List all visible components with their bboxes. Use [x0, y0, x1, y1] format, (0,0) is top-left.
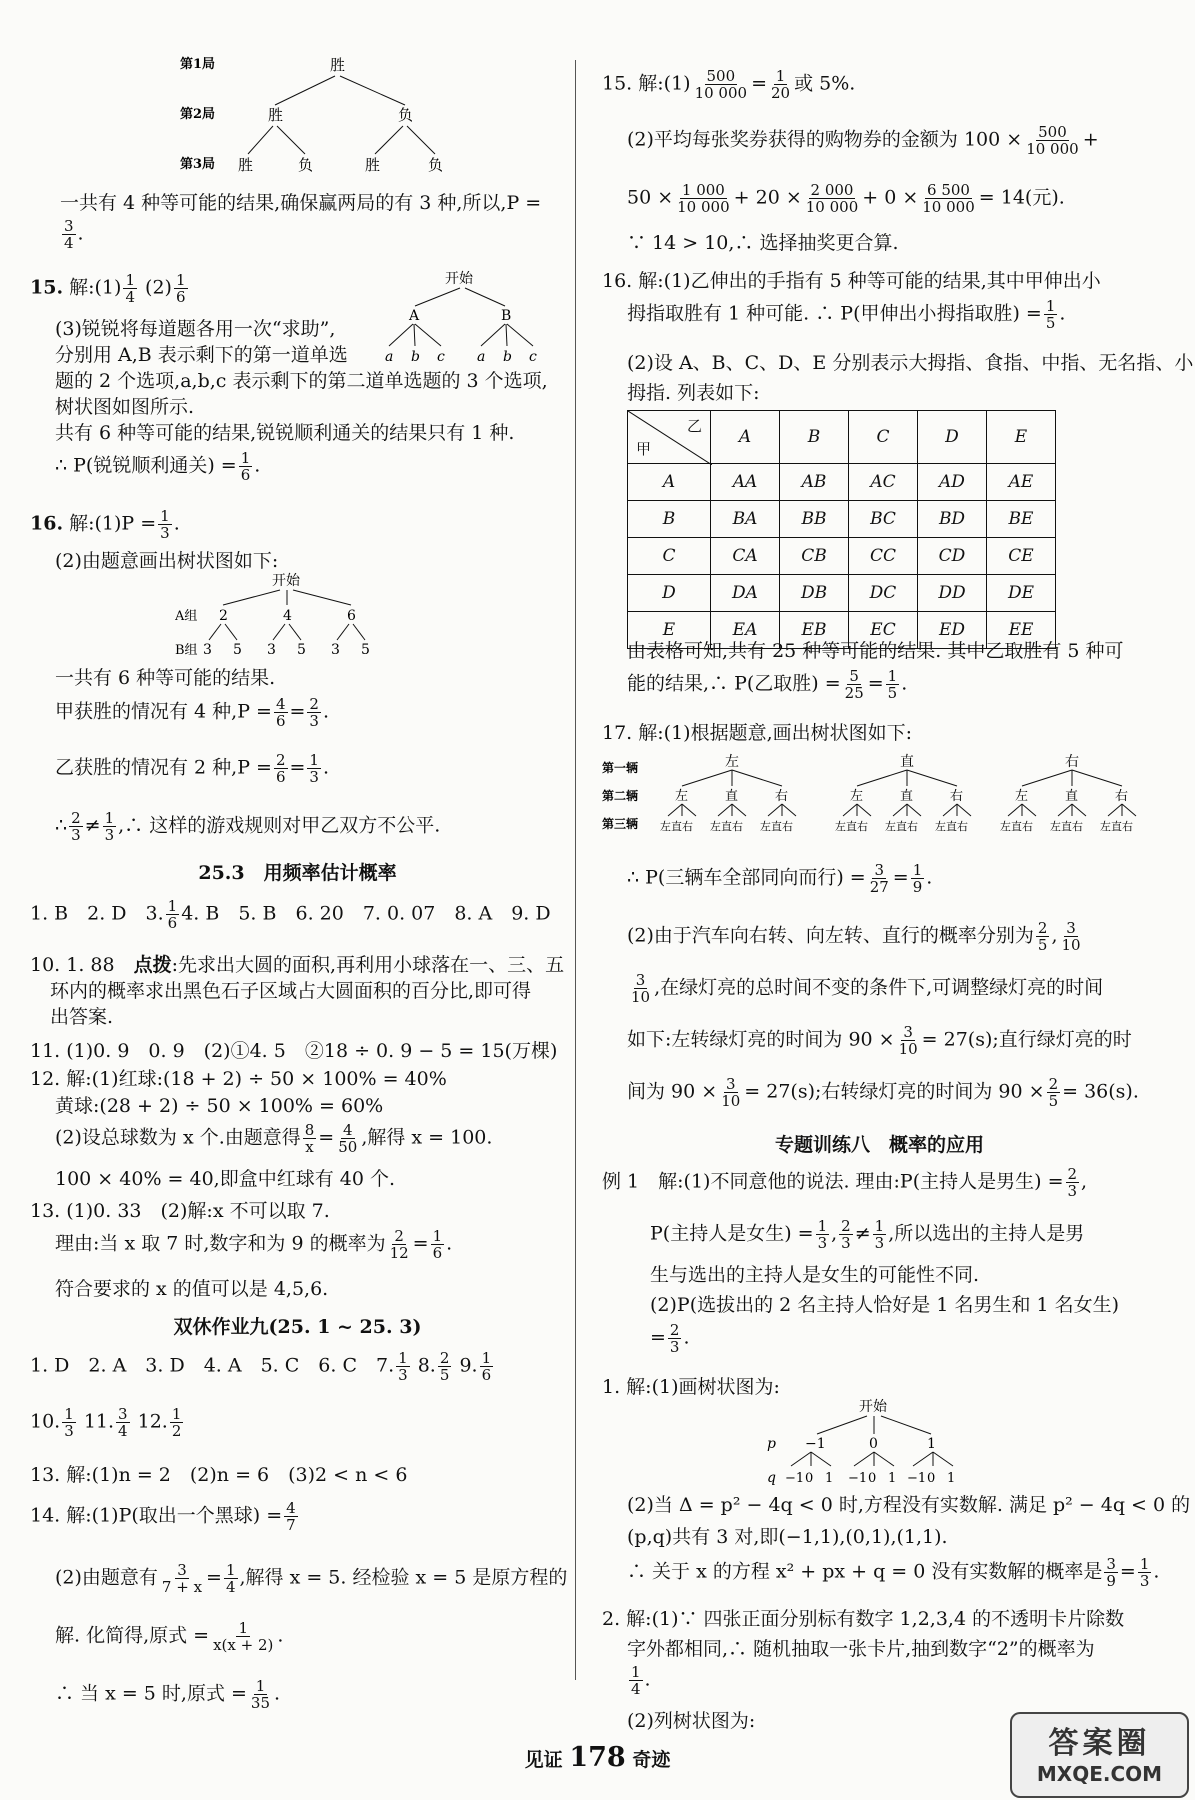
r16-line2: 拇指取胜有 1 种可能. ∴ P(甲伸出小拇指取胜) = $\frac{1}{5}$ .	[627, 297, 1066, 332]
tree16-groupA: A组	[175, 609, 198, 624]
tree17-second-2-1: 直	[1065, 789, 1079, 804]
tree15-A: A	[409, 308, 420, 324]
q14-weekend-line1: 14. 解:(1)P(取出一个黑球) = $\frac{4}{7}$	[30, 1499, 296, 1534]
tree16-l1-2: 6	[347, 608, 356, 624]
r16-line5: 由表格可知,共有 25 种等可能的结果. 其中乙取胜有 5 种可	[627, 640, 1124, 662]
r17-line1: 17. 解:(1)根据题意,画出树状图如下:	[602, 722, 913, 744]
tree14-l3-3: 负	[428, 156, 444, 174]
example1-line3: 生与选出的主持人是女生的可能性不同.	[650, 1264, 980, 1286]
p2-fraction-line: $\frac{1}{4}$ .	[631, 1663, 651, 1698]
tree16-leaf-4: 3	[331, 642, 340, 658]
tree17-branch	[718, 804, 732, 816]
q15-line1: 15. 解:(1) $\frac{1}{4}$ (2) $\frac{1}{6}$	[30, 271, 186, 306]
treep1-leaf-1-0: −1	[848, 1471, 868, 1486]
treep1-l1-0: −1	[805, 1436, 826, 1452]
tree15-leaf-4: b	[503, 349, 512, 365]
table-row: D DA DB DC DD DE	[628, 575, 1056, 612]
q14-fraction: $\frac{3}{4}$	[64, 217, 74, 252]
tree16-leaf-1: 5	[233, 642, 242, 658]
tree17-first-2: 右	[1065, 754, 1079, 770]
q15-line6: 树状图如图所示.	[55, 396, 195, 418]
col-header: C	[849, 411, 918, 464]
tree15-leaf-2: c	[437, 349, 445, 365]
r15-line2: (2)平均每张奖券获得的购物券的金额为 100 × $\frac{500}{10 000}$ +	[627, 123, 1099, 158]
tree17-branch	[907, 804, 921, 816]
footer-right: 奇迹	[632, 1749, 671, 1771]
section-title-25-3: 25.3 用频率估计概率	[198, 862, 397, 884]
r17-line6: 间为 90 × $\frac{3}{10}$ = 27(s);右转绿灯亮的时间为 90 × $\frac{2}{5}$ = 36(s).	[627, 1075, 1139, 1110]
table-row: C CA CB CC CD CE	[628, 538, 1056, 575]
treep1-l1-1: 0	[869, 1436, 878, 1452]
tree17-first-0: 左	[725, 754, 739, 770]
footer-left: 见证	[524, 1749, 563, 1771]
q12-line4: 100 × 40% = 40,即盒中红球有 40 个.	[55, 1168, 396, 1190]
treep1-branch	[854, 1452, 874, 1466]
table-row: E EA EB EC ED EE	[628, 612, 1056, 649]
tree17-branch	[1108, 804, 1122, 816]
tree17-third-0-1: 左直右	[710, 820, 743, 833]
r15-line1: 15. 解:(1) $\frac{500}{10 000}$ = $\frac{1}{20}$ 或 5%.	[602, 67, 856, 102]
q15-line3: (3)锐锐将每道题各用一次“求助”,	[55, 318, 336, 340]
mc-answers-25-3: 1. B 2. D 3. $\frac{1}{6}$ 4. B 5. B 6. 20 7. 0. 07 8. A 9. D	[30, 897, 551, 932]
tree17-branch	[732, 770, 782, 786]
tree14-level1: 第1局	[180, 57, 216, 72]
section-title-weekend-9: 双休作业九(25. 1 ~ 25. 3)	[173, 1316, 422, 1338]
q14-text: 一共有 4 种等可能的结果,确保赢两局的有 3 种,所以,P =	[60, 192, 542, 214]
q15-line8: ∴ P(锐锐顺利通关) = $\frac{1}{6}$ .	[55, 449, 261, 484]
tree-diagram-16	[175, 570, 415, 660]
table-row: B BA BB BC BD BE	[628, 501, 1056, 538]
tree17-second-0-2: 右	[775, 789, 789, 804]
col-header: E	[987, 411, 1056, 464]
tree17-third-1-1: 左直右	[885, 820, 918, 833]
mc-answers-weekend-1: 1. D 2. A 3. D 4. A 5. C 6. C 7. $\frac{1}{3}$ 8. $\frac{2}{5}$ 9. $\frac{1}{6}$	[30, 1349, 492, 1384]
q16-line3: 一共有 6 种等可能的结果.	[55, 667, 276, 689]
treep1-leaf-0-2: 1	[825, 1471, 834, 1486]
page-number: 178	[569, 1742, 626, 1773]
tree17-third-1-2: 左直右	[935, 820, 968, 833]
q14-conclusion	[60, 188, 541, 215]
tree-diagram-p1	[767, 1396, 1007, 1488]
treep1-root: 开始	[859, 1399, 887, 1415]
tree17-branch	[1022, 770, 1072, 786]
tree17-second-1-0: 左	[850, 789, 864, 804]
tree14-l3-1: 负	[298, 156, 314, 174]
q14-weekend-line3: 解. 化简得,原式 = $\frac{1}{x(x + 2)}$ .	[55, 1619, 284, 1654]
q15-line4: 分别用 A,B 表示剩下的第一道单选	[55, 344, 348, 366]
treep1-q-label: q	[767, 1470, 776, 1486]
tree17-branch	[1122, 804, 1136, 816]
example1-line4: (2)P(选拔出的 2 名主持人恰好是 1 名男生和 1 名女生)	[650, 1294, 1120, 1316]
p2-line3: (2)列树状图为:	[627, 1710, 756, 1732]
treep1-branch	[791, 1452, 811, 1466]
tree16-leaf-0: 3	[203, 642, 212, 658]
tree17-branch	[843, 804, 857, 816]
treep1-leaf-1-1: 0	[868, 1471, 877, 1486]
tree17-first-1: 直	[900, 754, 914, 770]
tree17-second-0-0: 左	[675, 789, 689, 804]
tree17-second-1-1: 直	[900, 789, 914, 804]
q13-weekend: 13. 解:(1)n = 2 (2)n = 6 (3)2 < n < 6	[30, 1464, 408, 1486]
treep1-leaf-2-0: −1	[907, 1471, 927, 1486]
tree17-branch	[957, 804, 971, 816]
tree14-root: 胜	[330, 56, 346, 74]
treep1-branch	[811, 1452, 831, 1466]
tree17-branch	[732, 804, 746, 816]
q16-line4: 甲获胜的情况有 4 种,P = $\frac{4}{6}$ = $\frac{2}{3}$ .	[55, 695, 330, 730]
r17-line4: $\frac{3}{10}$ ,在绿灯亮的总时间不变的条件下,可调整绿灯亮的时间	[631, 971, 1104, 1006]
example1-line1: 例 1 解:(1)不同意他的说法. 理由:P(主持人是男生) = $\frac{2}{3}$ ,	[602, 1165, 1088, 1200]
tree17-branch	[857, 804, 871, 816]
q16-line1: 16. 解:(1)P = $\frac{1}{3}$ .	[30, 507, 180, 542]
tree17-branch	[1022, 804, 1036, 816]
q11: 11. (1)0. 9 0. 9 (2)①4. 5 ②18 ÷ 0. 9 − 5 = 15(万棵)	[30, 1040, 558, 1062]
q14-weekend-line4: ∴ 当 x = 5 时,原式 = $\frac{1}{35}$ .	[55, 1677, 281, 1712]
section-title-special-8: 专题训练八 概率的应用	[774, 1134, 984, 1156]
tree-diagram-14	[180, 50, 620, 185]
q14-fraction-line: $\frac{3}{4}$ .	[64, 217, 84, 252]
tree17-third-0-0: 左直右	[660, 820, 693, 833]
treep1-l1-2: 1	[927, 1436, 936, 1452]
tree17-third-1-0: 左直右	[835, 820, 868, 833]
tree14-level2: 第2局	[180, 107, 216, 122]
tree17-label-1: 第一辆	[602, 761, 639, 775]
p2-line2: 字外都相同,∴ 随机抽取一张卡片,抽到数字“2”的概率为	[627, 1638, 1095, 1660]
tree16-l1-0: 2	[219, 608, 228, 624]
tree17-third-2-2: 左直右	[1100, 820, 1133, 833]
tree15-leaf-1: b	[411, 349, 420, 365]
q14-weekend-line2: (2)由题意有 $\frac{3}{7 + x}$ = $\frac{1}{4}$ ,解得 x = 5. 经检验 x = 5 是原方程的	[55, 1561, 568, 1596]
tree-diagram-17	[602, 746, 1147, 856]
tree17-branch	[682, 804, 696, 816]
tree17-third-0-2: 左直右	[760, 820, 793, 833]
tree15-leaf-3: a	[477, 349, 486, 365]
treep1-leaf-2-1: 0	[927, 1471, 936, 1486]
tree15-leaf-0: a	[385, 349, 394, 365]
q13-line2: 理由:当 x 取 7 时,数字和为 9 的概率为 $\frac{2}{12}$ = $\frac{1}{6}$ .	[55, 1227, 453, 1262]
tree15-leaf-5: c	[529, 349, 537, 365]
tree14-l3-2: 胜	[365, 156, 381, 174]
col-header: D	[918, 411, 987, 464]
q15-line5: 题的 2 个选项,a,b,c 表示剩下的第二道单选题的 3 个选项,	[55, 370, 548, 392]
r16-line4: 拇指. 列表如下:	[627, 382, 760, 404]
r16-line3: (2)设 A、B、C、D、E 分别表示大拇指、食指、中指、无名指、小	[627, 352, 1194, 374]
tree16-l1-1: 4	[283, 608, 292, 624]
treep1-branch	[933, 1452, 953, 1466]
tree17-branch	[1072, 804, 1086, 816]
q16-line6: ∴ $\frac{2}{3}$ ≠ $\frac{1}{3}$ ,∴ 这样的游戏规则对甲乙双方不公平.	[55, 809, 441, 844]
q13-line3: 符合要求的 x 的值可以是 4,5,6.	[55, 1278, 329, 1300]
p1-line3: (p,q)共有 3 对,即(−1,1),(0,1),(1,1).	[627, 1526, 948, 1548]
p2-line1: 2. 解:(1)∵ 四张正面分别标有数字 1,2,3,4 的不透明卡片除数	[602, 1608, 1125, 1630]
q10-line3: 出答案.	[50, 1006, 114, 1028]
r17-line3: (2)由于汽车向右转、向左转、直行的概率分别为 $\frac{2}{5}$ , $\frac{3}{10}$	[627, 919, 1081, 954]
r16-line1: 16. 解:(1)乙伸出的手指有 5 种等可能的结果,其中甲伸出小	[602, 270, 1101, 292]
q12-line1: 12. 解:(1)红球:(18 + 2) ÷ 50 × 100% = 40%	[30, 1068, 447, 1090]
r15-line3: 50 × $\frac{1 000}{10 000}$ + 20 × $\frac{2 000}{10 000}$ + 0 × $\frac{6 500}{10 000}$ = 14(元).	[627, 181, 1065, 216]
treep1-leaf-0-0: −1	[785, 1471, 805, 1486]
finger-result-table	[627, 410, 1056, 649]
q12-line2: 黄球:(28 + 2) ÷ 50 × 100% = 60%	[55, 1095, 384, 1117]
tree15-B: B	[501, 308, 512, 324]
example1-line5: = $\frac{2}{3}$ .	[650, 1321, 690, 1356]
q12-line3: (2)设总球数为 x 个.由题意得 $\frac{8}{x}$ = $\frac{4}{50}$ ,解得 x = 100.	[55, 1121, 493, 1156]
tree17-second-2-0: 左	[1015, 789, 1029, 804]
p1-line2: (2)当 Δ = p² − 4q < 0 时,方程没有实数解. 满足 p² − 4q < 0 的	[627, 1494, 1191, 1516]
mc-answers-weekend-2: 10. $\frac{1}{3}$ 11. $\frac{3}{4}$ 12. $\frac{1}{2}$	[30, 1405, 182, 1440]
p1-line4: ∴ 关于 x 的方程 x² + px + q = 0 没有实数解的概率是 $\frac{3}{9}$ = $\frac{1}{3}$ .	[627, 1555, 1160, 1590]
tree17-second-1-2: 右	[950, 789, 964, 804]
p1-line1: 1. 解:(1)画树状图为:	[602, 1376, 780, 1398]
tree15-root: 开始	[445, 271, 473, 287]
tree16-root: 开始	[272, 573, 300, 589]
treep1-leaf-2-2: 1	[947, 1471, 956, 1486]
treep1-leaf-1-2: 1	[888, 1471, 897, 1486]
tree17-branch	[907, 770, 957, 786]
tree17-branch	[668, 804, 682, 816]
tree17-branch	[782, 804, 796, 816]
tree16-leaf-3: 5	[297, 642, 306, 658]
tree16-leaf-5: 5	[361, 642, 370, 658]
tree17-third-2-1: 左直右	[1050, 820, 1083, 833]
r17-line2: ∴ P(三辆车全部同向而行) = $\frac{3}{27}$ = $\frac{1}{9}$ .	[627, 861, 933, 896]
table-row: A AA AB AC AD AE	[628, 464, 1056, 501]
q16-line2: (2)由题意画出树状图如下:	[55, 550, 279, 572]
tree17-branch	[682, 770, 732, 786]
tree17-label-2: 第二辆	[602, 789, 639, 803]
r17-line5: 如下:左转绿灯亮的时间为 90 × $\frac{3}{10}$ = 27(s);直行绿灯亮的时	[627, 1023, 1132, 1058]
r16-line6: 能的结果,∴ P(乙取胜) = $\frac{5}{25}$ = $\frac{1}{5}$ .	[627, 667, 908, 702]
example1-line2: P(主持人是女生) = $\frac{1}{3}$ , $\frac{2}{3}$ ≠ $\frac{1}{3}$ ,所以选出的主持人是男	[650, 1217, 1085, 1252]
tree14-l2-0: 胜	[268, 106, 284, 124]
tree16-groupB: B组	[175, 643, 198, 658]
tree17-third-2-0: 左直右	[1000, 820, 1033, 833]
column-divider	[575, 60, 576, 1680]
q10-line2: 环内的概率求出黑色石子区域占大圆面积的百分比,即可得	[50, 980, 532, 1002]
tree17-branch	[943, 804, 957, 816]
tree14-l2-1: 负	[398, 106, 414, 124]
col-header: A	[711, 411, 780, 464]
tree17-branch	[893, 804, 907, 816]
r15-line4: ∵ 14 > 10,∴ 选择抽奖更合算.	[627, 232, 899, 254]
q16-line5: 乙获胜的情况有 2 种,P = $\frac{2}{6}$ = $\frac{1}{3}$ .	[55, 751, 330, 786]
tree17-second-0-1: 直	[725, 789, 739, 804]
tree17-second-2-2: 右	[1115, 789, 1129, 804]
tree17-branch	[1058, 804, 1072, 816]
q10-line1: 10. 1. 88 点拨:先求出大圆的面积,再利用小球落在一、三、五	[30, 954, 565, 976]
col-header: B	[780, 411, 849, 464]
q13-line1: 13. (1)0. 33 (2)解:x 不可以取 7.	[30, 1200, 330, 1222]
tree14-l3-0: 胜	[238, 156, 254, 174]
treep1-p-label: p	[767, 1436, 776, 1452]
q15-line7: 共有 6 种等可能的结果,锐锐顺利通关的结果只有 1 种.	[55, 422, 515, 444]
tree17-label-3: 第三辆	[602, 817, 639, 831]
watermark-logo: 答案圈 MXQE.COM	[1010, 1712, 1189, 1798]
tree16-leaf-2: 3	[267, 642, 276, 658]
tree17-branch	[857, 770, 907, 786]
tree17-branch	[768, 804, 782, 816]
treep1-leaf-0-1: 0	[805, 1471, 814, 1486]
tree14-level3: 第3局	[180, 157, 216, 172]
treep1-branch	[913, 1452, 933, 1466]
tree-diagram-15	[375, 268, 565, 368]
table-corner: 乙 甲	[628, 411, 711, 464]
treep1-branch	[874, 1452, 894, 1466]
tree17-branch	[1008, 804, 1022, 816]
tree17-branch	[1072, 770, 1122, 786]
